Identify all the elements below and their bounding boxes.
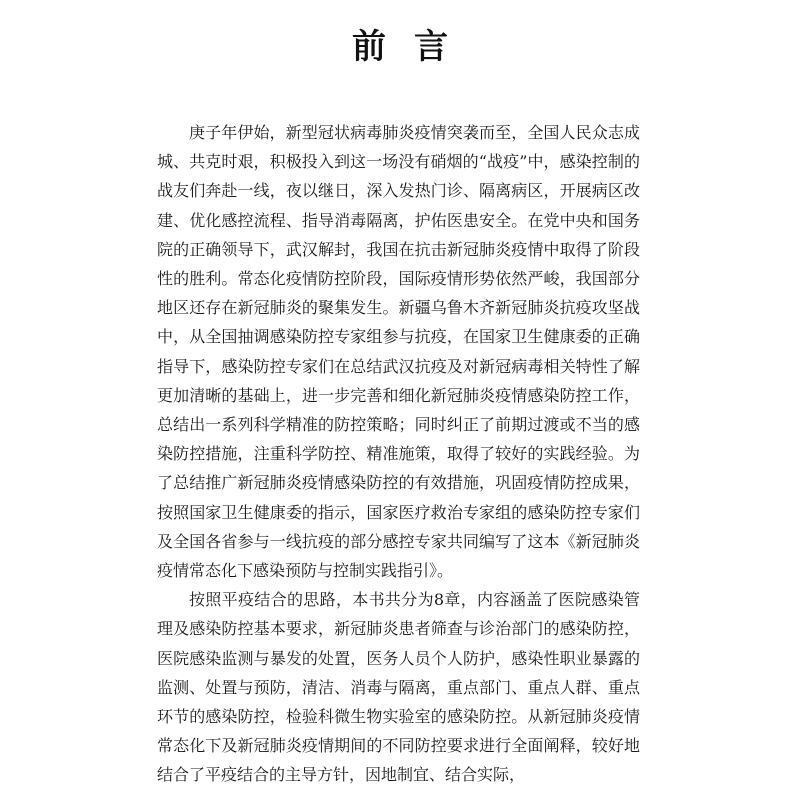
- body-text: [157, 118, 640, 790]
- paragraph-2: 按照平疫结合的思路，本书共分为8章，内容涵盖了医院感染管理及感染防控基本要求，新冠肺炎患者筛查与诊治部门的感染防控，医院感染监测与暴发的处置，医务人员个人防护，感染性职业暴露的监测、处置与预防，清洁、消毒与隔离，重点部门、重点人群、重点环节的感染防控，检验科微生物实验室的感染防控。从新冠肺炎疫情常态化下及新冠肺炎疫情期间的不同防控要求进行全面阐释，较好地结合了平疫结合的主导方针，因地制宜、结合实际，: [157, 590, 640, 785]
- paragraph-1: 庚子年伊始，新型冠状病毒肺炎疫情突袭而至，全国人民众志成城、共克时艰，积极投入到这一场没有硝烟的“战疫”中，感染控制的战友们奔赴一线，夜以继日，深入发热门诊、隔离病区，开展病区改建、优化感控流程、指导消毒隔离，护佑医患安全。在党中央和国务院的正确领导下，武汉解封，我国在抗击新冠肺炎疫情中取得了阶段性的胜利。常态化疫情防控阶段，国际疫情形势依然严峻，我国部分地区还存在新冠肺炎的聚集发生。新疆乌鲁木齐新冠肺炎抗疫攻坚战中，从全国抽调感染防控专家组参与抗疫，在国家卫生健康委的正确指导下，感染防控专家们在总结武汉抗疫及对新冠病毒相关特性了解更加清晰的基础上，进一步完善和细化新冠肺炎疫情感染防控工作，总结出一系列科学精准的防控策略；同时纠正了前期过渡或不当的感染防控措施，注重科学防控、精准施策，取得了较好的实践经验。为了总结推广新冠肺炎疫情感染防控的有效措施，巩固疫情防控成果，按照国家卫生健康委的指示，国家医疗救治专家组的感染防控专家们及全国各省参与一线抗疫的部分感控专家共同编写了这本《新冠肺炎疫情常态化下感染预防与控制实践指引》。: [157, 123, 640, 581]
- page-title: 前言: [352, 27, 476, 67]
